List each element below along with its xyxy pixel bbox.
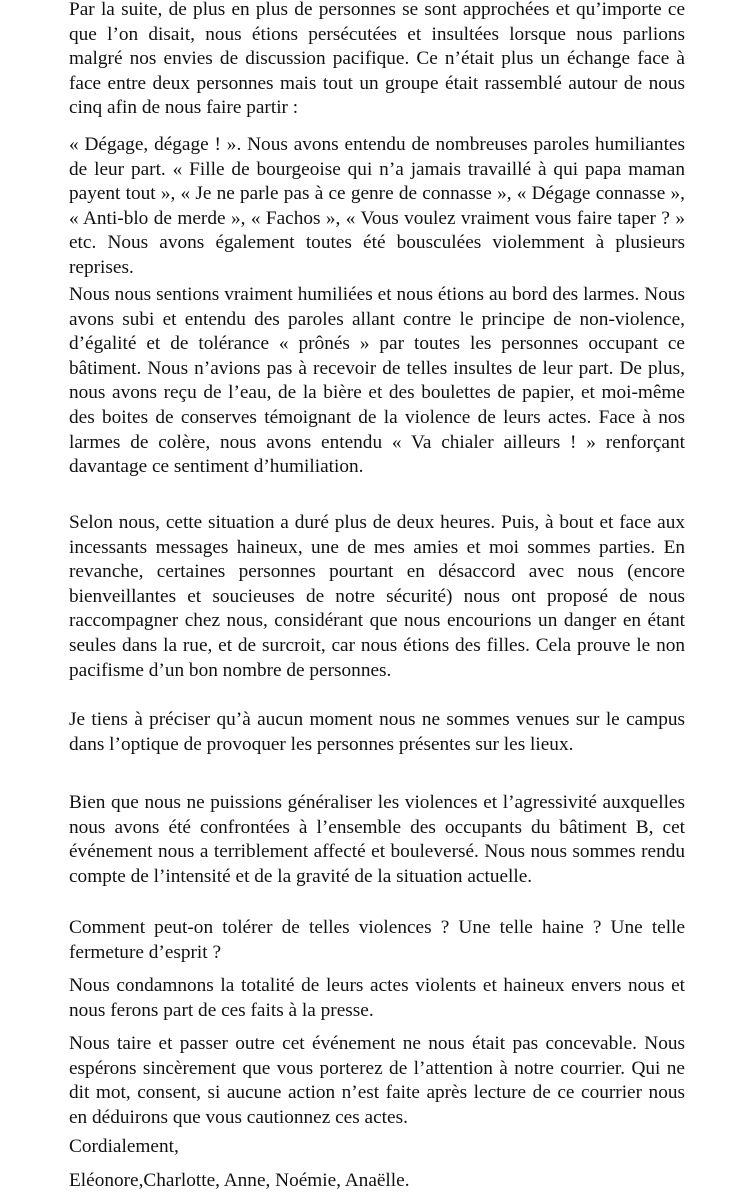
paragraph-insults: « Dégage, dégage ! ». Nous avons entendu de nombreuses paroles humiliantes de leur part. « Fille de bourgeoise qui n’a jamais travaillé à qui papa maman payent tout », « Je ne parle pas à ce genre de connasse », « Dégage connasse », « Anti-blo de merde », « Fachos », « Vous voulez vraiment vous faire taper ? » etc. Nous avons également toutes été bousculées violemment à plusieurs reprises. — [69, 134, 685, 278]
paragraph-generalisation: Bien que nous ne puissions généraliser les violences et l’agressivité auxquelles nous avons été confrontées à l’ensemble des occupants du bâtiment B, cet événement nous a terriblement affecté et bouleversé. Nous nous sommes rendu compte de l’intensité et de la gravité de la situation actuelle. — [69, 792, 685, 887]
closing-salutation: Cordialement, — [69, 1136, 179, 1157]
signatories: Eléonore,Charlotte, Anne, Noémie, Anaëlle. — [69, 1170, 410, 1191]
paragraph-questions: Comment peut-on tolérer de telles violences ? Une telle haine ? Une telle fermeture d’esprit ? — [69, 917, 685, 963]
paragraph-conclusion: Nous taire et passer outre cet événement ne nous était pas concevable. Nous espérons sincèrement que vous porterez de l’attention à notre courrier. Qui ne dit mot, consent, si aucune action n’est faite après lecture de ce courrier nous en déduirons que vous cautionnez ces actes. — [69, 1033, 685, 1128]
paragraph-approach: Par la suite, de plus en plus de personnes se sont approchées et qu’importe ce que l’on disait, nous étions persécutées et insultées lorsque nous parlions malgré nos envies de discussion pacifique. Ce n’était plus un échange face à face entre deux personnes mais tout un groupe était rassemblé autour de nous cinq afin de nous faire partir : — [69, 0, 685, 119]
paragraph-humiliation: Nous nous sentions vraiment humiliées et nous étions au bord des larmes. Nous avons subi et entendu des paroles allant contre le principe de non-violence, d’égalité et de tolérance « prônés » par toutes les personnes occupant ce bâtiment. Nous n’avions pas à recevoir de telles insultes de leur part. De plus, nous avons reçu de l’eau, de la bière et des boulettes de papier, et moi-même des boites de conserves témoignant de la violence de leurs actes. Face à nos larmes de colère, nous avons entendu « Va chialer ailleurs ! » renforçant davantage ce sentiment d’humiliation. — [69, 284, 685, 478]
paragraph-duration: Selon nous, cette situation a duré plus de deux heures. Puis, à bout et face aux incessants messages haineux, une de mes amies et moi sommes parties. En revanche, certaines personnes pourtant en désaccord avec nous (encore bienveillantes et soucieuses de notre sécurité) nous ont proposé de nous raccompagner chez nous, considérant que nous encourions un danger en étant seules dans la rue, et de surcroit, car nous étions des filles. Cela prouve le non pacifisme d’un bon nombre de personnes. — [69, 512, 685, 681]
paragraph-condemnation: Nous condamnons la totalité de leurs actes violents et haineux envers nous et nous ferons part de ces faits à la presse. — [69, 975, 685, 1021]
paragraph-intent: Je tiens à préciser qu’à aucun moment nous ne sommes venues sur le campus dans l’optique de provoquer les personnes présentes sur les lieux. — [69, 709, 685, 755]
